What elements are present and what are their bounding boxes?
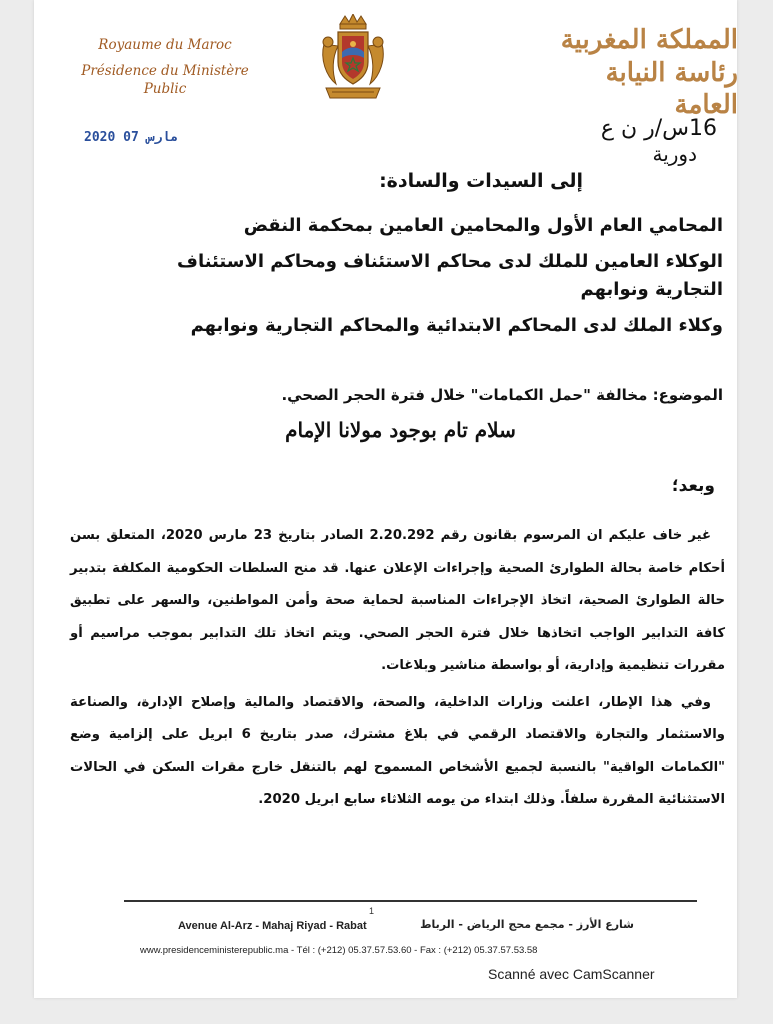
reference-line2: دورية xyxy=(652,142,697,167)
after-salutation: وبعد؛ xyxy=(671,476,715,496)
header-french-line2: Présidence du Ministère Public xyxy=(81,63,249,98)
page-number: 1 xyxy=(369,906,375,916)
header-french xyxy=(60,36,270,99)
greeting: سلام تام بوجود مولانا الإمام xyxy=(285,418,516,442)
reference-number xyxy=(557,116,717,166)
footer-address-arabic: شارع الأرز - مجمع محج الرياض - الرباط xyxy=(420,918,634,931)
subject-line: الموضوع: مخالفة "حمل الكمامات" خلال فترة الحجر الصحي. xyxy=(281,386,723,404)
body-paragraph-2: وفي هذا الإطار، اعلنت وزارات الداخلية، والصحة، والاقتصاد والمالية وإصلاح الإدارة، والصناعة والاستثمار والتجارة والاقتصاد الرقمي في بلاغ مشترك، صدر بتاريخ 6 ابريل على إلزامية وضع "الكمامات الواقية" بالنسبة لجميع الأشخاص المسموح لهم بالتنقل خارج مقرات السكن في الحالات الاستثنائية المقررة سلفاً. وذلك ابتداء من يومه الثلاثاء سابع ابريل 2020. xyxy=(70,694,725,807)
addressees xyxy=(123,170,723,348)
addressees-to: إلى السيدات والسادة: xyxy=(379,170,583,192)
header-arabic xyxy=(538,24,738,122)
footer-address-french: Avenue Al-Arz - Mahaj Riyad - Rabat xyxy=(178,920,367,932)
addressee-line2: الوكلاء العامين للملك لدى محاكم الاستئناف ومحاكم الاستئناف التجارية ونوابهم xyxy=(177,250,723,300)
scanner-watermark: Scanné avec CamScanner xyxy=(488,966,655,982)
footer-contact: www.presidenceministerepublic.ma - Tél : (+212) 05.37.57.53.60 - Fax : (+212) 05.37.57.53.58 xyxy=(140,945,538,956)
body-paragraph-1: غير خاف عليكم ان المرسوم بقانون رقم 2.20.292 الصادر بتاريخ 23 مارس 2020، المتعلق بسن أحكام خاصة بحالة الطوارئ الصحية وإجراءات الإعلان عنها. قد منح السلطات الحكومية المكلفة بتدبير حالة الطوارئ الصحية، اتخاذ الإجراءات المناسبة لحماية صحة وأمن المواطنين، والسهر على تطبيق كافة التدابير الواجب اتخاذها خلال فترة الحجر الصحي. ويتم اتخاذ تلك التدابير بموجب مراسيم أو مقررات تنظيمية وإدارية، أو بواسطة مناشير وبلاغات. xyxy=(70,528,725,673)
addressee-line3: وكلاء الملك لدى المحاكم الابتدائية والمحاكم التجارية ونوابهم xyxy=(190,314,723,336)
date-stamp: 2020 مارس 07 xyxy=(84,130,178,145)
reference-line1: 16س/ر ن ع xyxy=(600,116,717,141)
header-french-line1: Royaume du Maroc xyxy=(98,37,232,53)
moroccan-coat-of-arms-icon xyxy=(318,14,388,108)
addressee-line1: المحامي العام الأول والمحامين العامين بمحكمة النقض xyxy=(243,215,723,236)
header-arabic-line1: المملكة المغربية xyxy=(560,25,738,55)
footer-divider xyxy=(124,900,697,902)
letter-body xyxy=(70,520,725,821)
header-arabic-line2: رئاسة النيابة العامة xyxy=(605,57,738,120)
